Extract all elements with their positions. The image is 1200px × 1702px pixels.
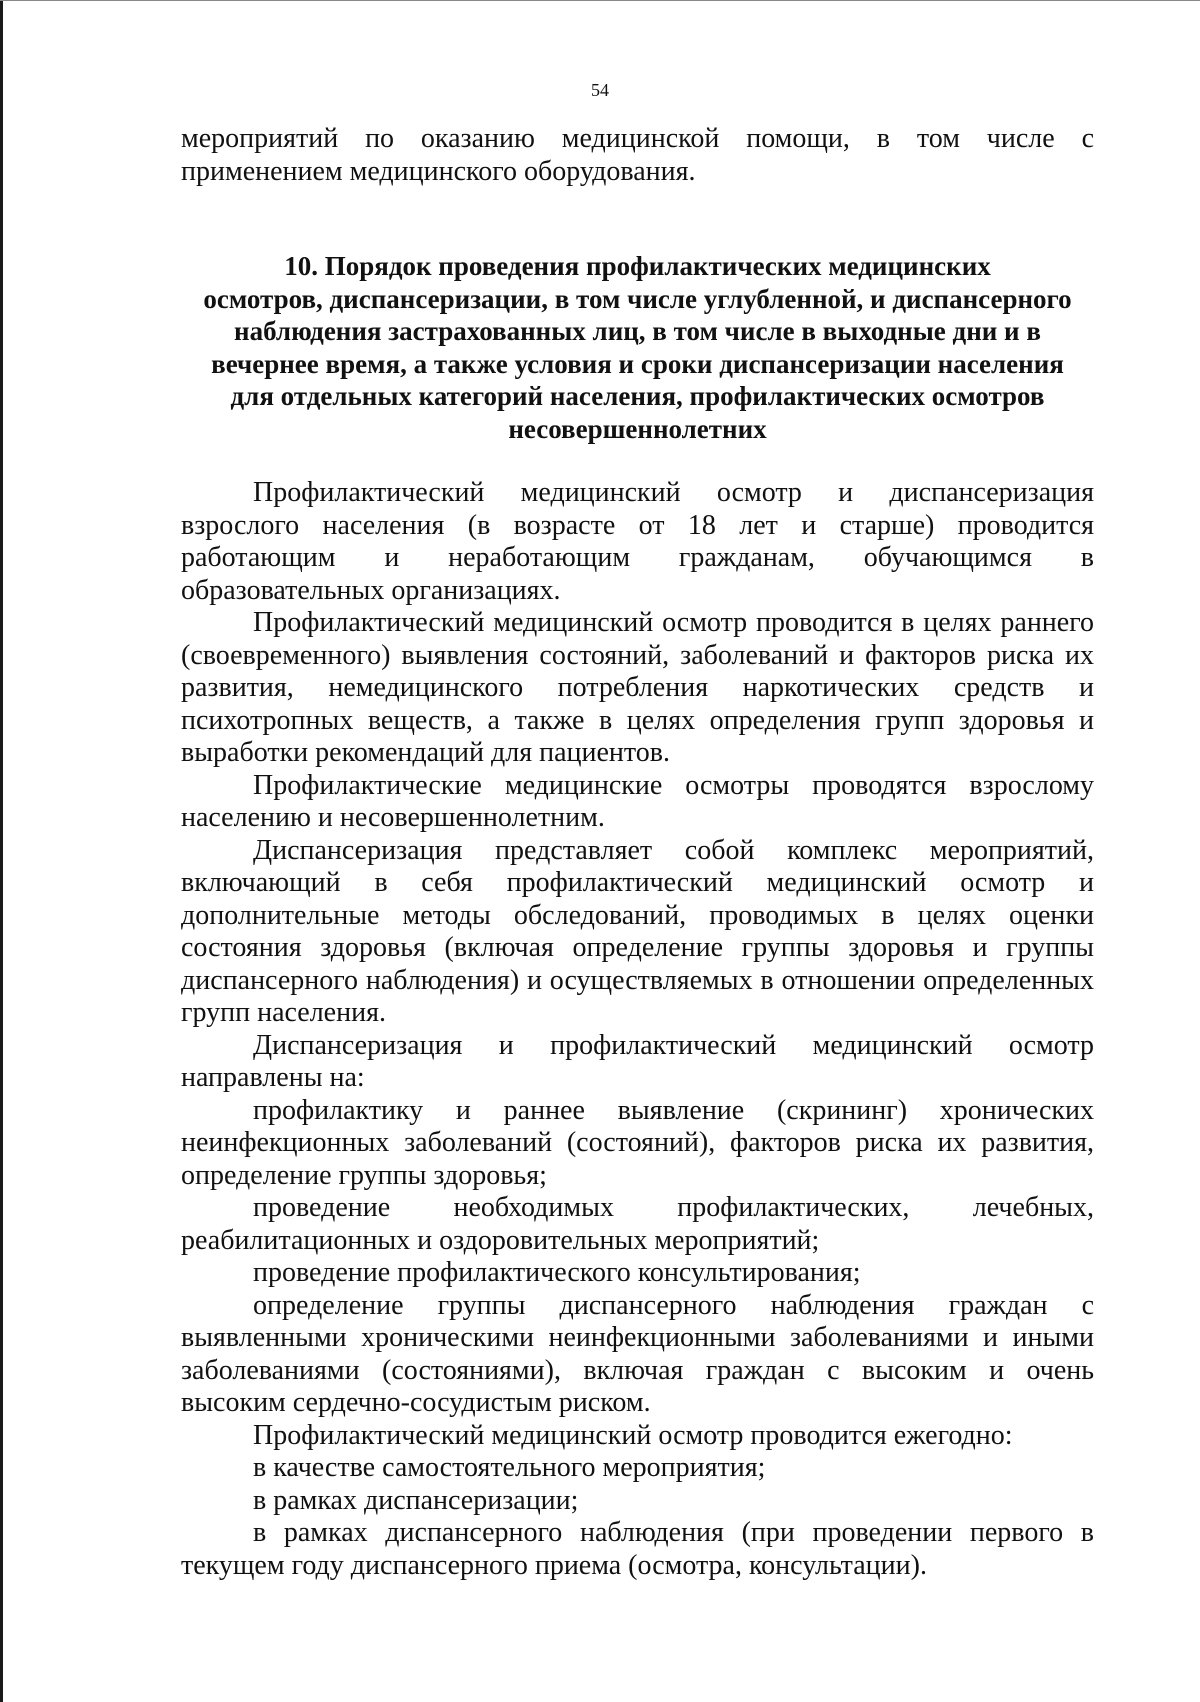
section-title-line: несовершеннолетних [508, 413, 767, 444]
list-item: в качестве самостоятельного мероприятия; [253, 1452, 766, 1483]
section-title-line: осмотров, диспансеризации, в том числе углубленной, и диспансерного [203, 283, 1072, 314]
body-paragraph: Диспансеризация представляет собой комплекс мероприятий, включающий в себя профилактический медицинский осмотр и дополнительные методы обследований, проводимых в целях оценки состояния здоровья (включая определение группы здоровья и группы диспансерного наблюдения) и осуществляемых в отношении определенных групп населения. [181, 834, 1094, 1028]
body-paragraph: Профилактический медицинский осмотр и диспансеризация взрослого населения (в возрасте от 18 лет и старше) проводится работающим и неработающим гражданам, обучающимся в образовательных организациях. [181, 477, 1094, 606]
body-paragraph: Профилактический медицинский осмотр проводится ежегодно: [253, 1419, 1013, 1451]
body-paragraph: Диспансеризация и профилактический медицинский осмотр направлены на: [181, 1029, 1094, 1093]
document-body [181, 123, 1094, 1582]
section-title-line: для отдельных категорий населения, профилактических осмотров [230, 381, 1045, 411]
body-paragraph: Профилактический медицинский осмотр проводится в целях раннего (своевременного) выявления состояний, заболеваний и факторов риска их развития, немедицинского потребления наркотических средств и психотропных веществ, а также в целях определения групп здоровья и выработки рекомендаций для пациентов. [181, 607, 1094, 768]
list-item: в рамках диспансерного наблюдения (при проведении первого в текущем году диспансерного приема (осмотра, консультации). [181, 1517, 1094, 1581]
scan-edge-left [0, 0, 3, 1702]
scan-edge-top [0, 0, 1200, 1]
list-item: проведение профилактического консультирования; [253, 1257, 861, 1288]
list-item: в рамках диспансеризации; [253, 1484, 579, 1516]
section-title-line: вечернее время, а также условия и сроки диспансеризации населения [211, 348, 1064, 379]
continuation-text: мероприятий по оказанию медицинской помощи, в том числе с применением медицинского оборудования. [181, 123, 1094, 187]
section-title-line: наблюдения застрахованных лиц, в том числе в выходные дни и в [234, 316, 1041, 346]
section-title [181, 250, 1094, 445]
page-number: 54 [591, 80, 609, 100]
list-item: проведение необходимых профилактических, лечебных, реабилитационных и оздоровительных мероприятий; [181, 1192, 1094, 1256]
section-title-line: 10. Порядок проведения профилактических медицинских [284, 251, 991, 281]
list-item: определение группы диспансерного наблюдения граждан с выявленными хроническими неинфекционными заболеваниями и иными заболеваниями (состояниями), включая граждан с высоким и очень высоким сердечно-сосудистым риском. [181, 1289, 1094, 1418]
list-item: профилактику и раннее выявление (скрининг) хронических неинфекционных заболеваний (состояний), факторов риска их развития, определение группы здоровья; [181, 1094, 1094, 1191]
body-paragraph: Профилактические медицинские осмотры проводятся взрослому населению и несовершеннолетним. [181, 769, 1094, 833]
